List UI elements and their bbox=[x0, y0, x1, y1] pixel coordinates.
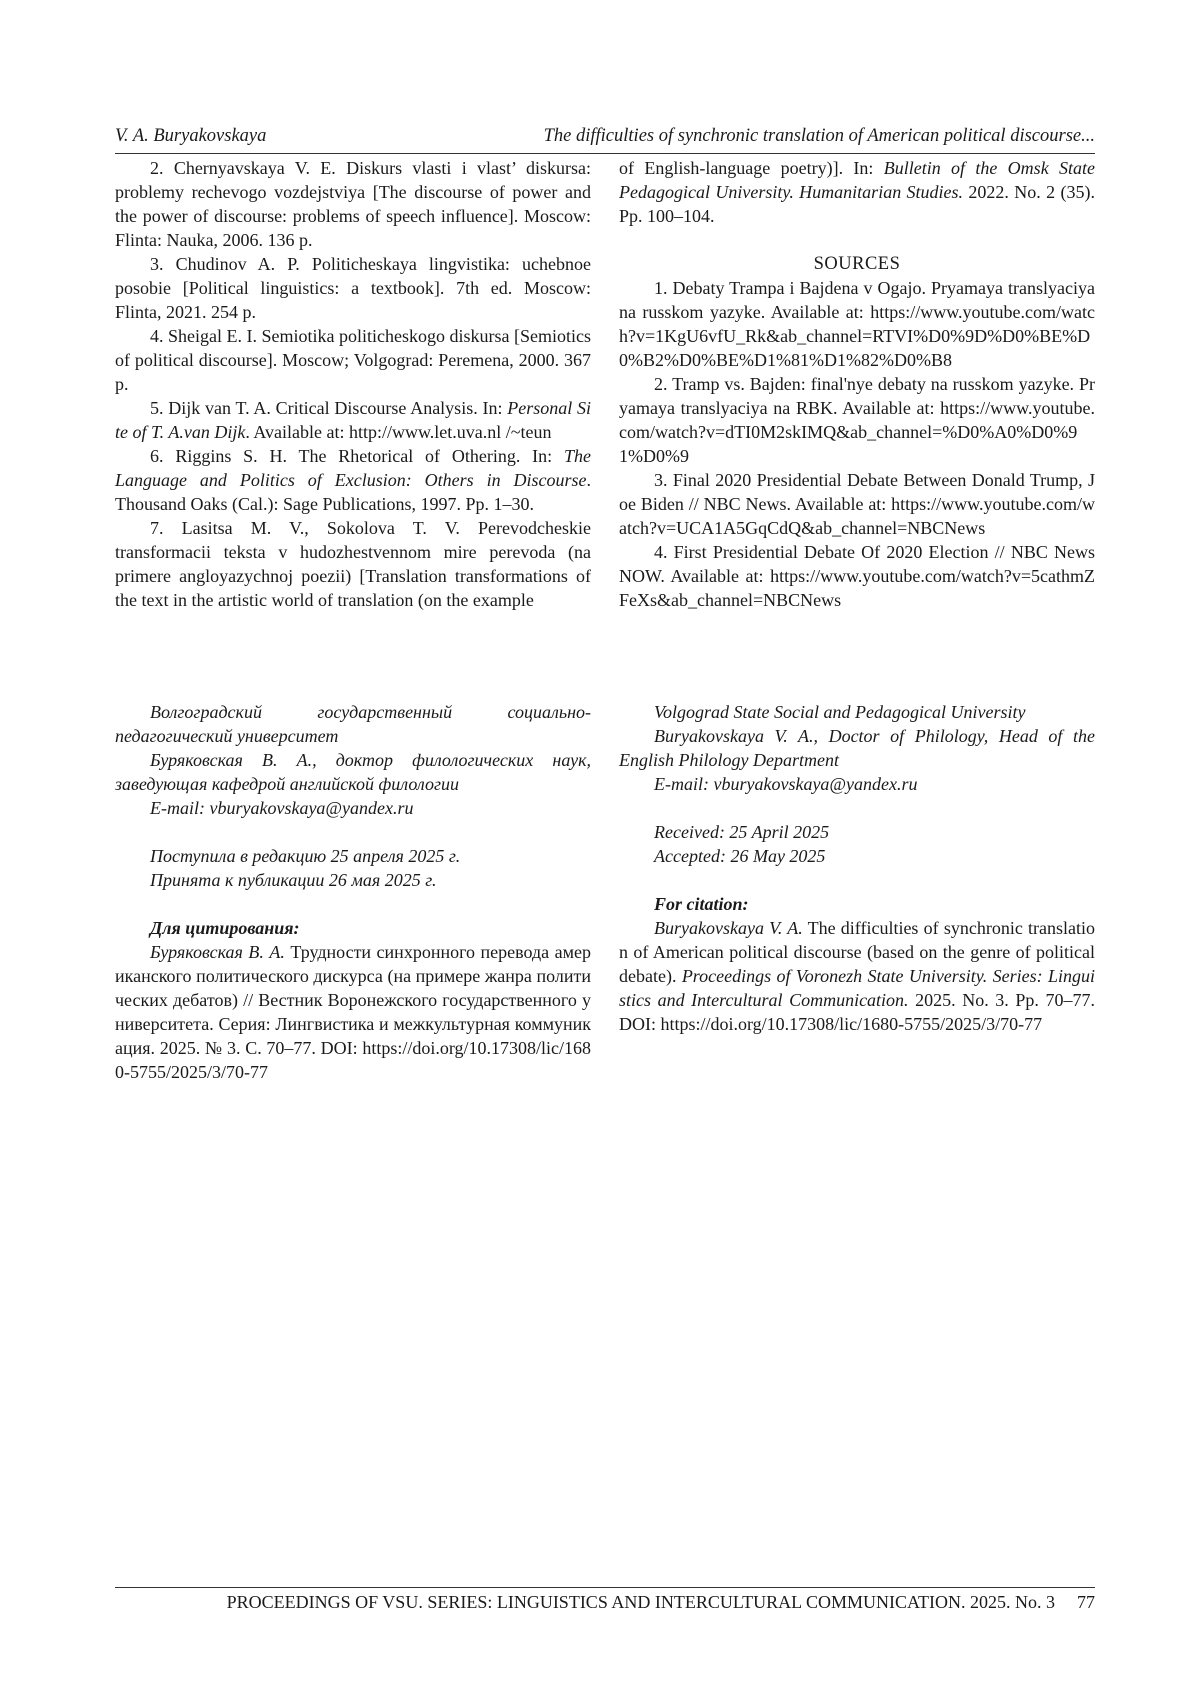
source-item: 3. Final 2020 Presidential Debate Between Donald Trump, Joe Biden // NBC News. Available at: https://www.youtube.com/watch?v=UCA1A5GqCdQ&ab_channel=NBCNews bbox=[619, 468, 1095, 540]
email-ru: E-mail: vburyakovskaya@yandex.ru bbox=[115, 796, 591, 820]
university-en: Volgograd State Social and Pedagogical University bbox=[619, 700, 1095, 724]
references-right-column bbox=[619, 156, 1095, 612]
source-item: 2. Tramp vs. Bajden: final'nye debaty na russkom yazyke. Pryamaya translyaciya na RBK. Available at: https://www.youtube.com/watch?v=dTI0M2skIMQ&ab_channel=%D0%A0%D0%91%D0%9 bbox=[619, 372, 1095, 468]
reference-item: 4. Sheigal E. I. Semiotika politicheskogo diskursa [Semiotics of political discourse]. Moscow; Volgograd: Peremena, 2000. 367 p. bbox=[115, 324, 591, 396]
header-rule bbox=[115, 153, 1095, 154]
reference-item: 6. Riggins S. H. The Rhetorical of Othering. In: The Language and Politics of Exclusion: Others in Discourse. Thousand Oaks (Cal.): Sage Publications, 1997. Pp. 1–30. bbox=[115, 444, 591, 516]
header-title: The difficulties of synchronic translation of American political discourse... bbox=[544, 124, 1095, 148]
footer-journal: PROCEEDINGS OF VSU. SERIES: LINGUISTICS AND INTERCULTURAL COMMUNICATION. 2025. No. 3 bbox=[227, 1590, 1055, 1614]
author-info-ru: Буряковская В. А., доктор филологических наук, заведующая кафедрой английской филологии bbox=[115, 748, 591, 796]
reference-item: 3. Chudinov A. P. Politicheskaya lingvistika: uchebnoe posobie [Political linguistics: a textbook]. 7th ed. Moscow: Flinta, 2021. 254 p. bbox=[115, 252, 591, 324]
received-en: Received: 25 April 2025 bbox=[619, 820, 1095, 844]
reference-item: 2. Chernyavskaya V. E. Diskurs vlasti i vlast’ diskursa: problemy rechevogo vozdejstviya [The discourse of power and the power of discourse: problems of speech influence]. Moscow: Flinta: Nauka, 2006. 136 p. bbox=[115, 156, 591, 252]
accepted-en: Accepted: 26 May 2025 bbox=[619, 844, 1095, 868]
email-en: E-mail: vburyakovskaya@yandex.ru bbox=[619, 772, 1095, 796]
affiliation-ru bbox=[115, 700, 591, 1084]
running-header bbox=[115, 124, 1095, 148]
footer-rule bbox=[115, 1587, 1095, 1588]
citation-ru: Буряковская В. А. Трудности синхронного перевода американского политического дискурса (на примере жанра политических дебатов) // Вестник Воронежского государственного университета. Серия: Лингвистика и межкультурная коммуникация. 2025. № 3. С. 70–77. DOI: https://doi.org/10.17308/lic/1680-5755/2025/3/70-77 bbox=[115, 940, 591, 1084]
reference-item-continued: of English-language poetry)]. In: Bulletin of the Omsk State Pedagogical University. Humanitarian Studies. 2022. No. 2 (35). Pp. 100–104. bbox=[619, 156, 1095, 228]
citation-en: Buryakovskaya V. A. The difficulties of synchronic translation of American political discourse (based on the genre of political debate). Proceedings of Voronezh State University. Series: Linguistics and Intercultural Communication. 2025. No. 3. Pp. 70–77. DOI: https://doi.org/10.17308/lic/1680-5755/2025/3/70-77 bbox=[619, 916, 1095, 1036]
page-number: 77 bbox=[1077, 1590, 1095, 1614]
university-ru: Волгоградский государственный социально-педагогический университет bbox=[115, 700, 591, 748]
references-left-column bbox=[115, 156, 591, 612]
source-item: 4. First Presidential Debate Of 2020 Election // NBC News NOW. Available at: https://www.youtube.com/watch?v=5cathmZFeXs&ab_channel=NBCNews bbox=[619, 540, 1095, 612]
header-author: V. A. Buryakovskaya bbox=[115, 124, 266, 148]
page-footer bbox=[115, 1590, 1095, 1614]
citation-heading-en: For citation: bbox=[619, 892, 1095, 916]
received-ru: Поступила в редакцию 25 апреля 2025 г. bbox=[115, 844, 591, 868]
source-item: 1. Debaty Trampa i Bajdena v Ogajo. Pryamaya translyaciya na russkom yazyke. Available at: https://www.youtube.com/watch?v=1KgU6vfU_Rk&ab_channel=RTVI%D0%9D%D0%BE%D0%B2%D0%BE%D1%81%D1%82%D0%B8 bbox=[619, 276, 1095, 372]
citation-heading-ru: Для цитирования: bbox=[115, 916, 591, 940]
reference-item: 5. Dijk van T. A. Critical Discourse Analysis. In: Personal Site of T. A.van Dijk. Available at: http://www.let.uva.nl /~teun bbox=[115, 396, 591, 444]
accepted-ru: Принята к публикации 26 мая 2025 г. bbox=[115, 868, 591, 892]
author-info-en: Buryakovskaya V. A., Doctor of Philology, Head of the English Philology Department bbox=[619, 724, 1095, 772]
sources-heading: SOURCES bbox=[619, 252, 1095, 276]
affiliation-en bbox=[619, 700, 1095, 1036]
reference-item: 7. Lasitsa M. V., Sokolova T. V. Perevodcheskie transformacii teksta v hudozhestvennom mire perevoda (na primere angloyazychnoj poezii) [Translation transformations of the text in the artistic world of translation (on the example bbox=[115, 516, 591, 612]
